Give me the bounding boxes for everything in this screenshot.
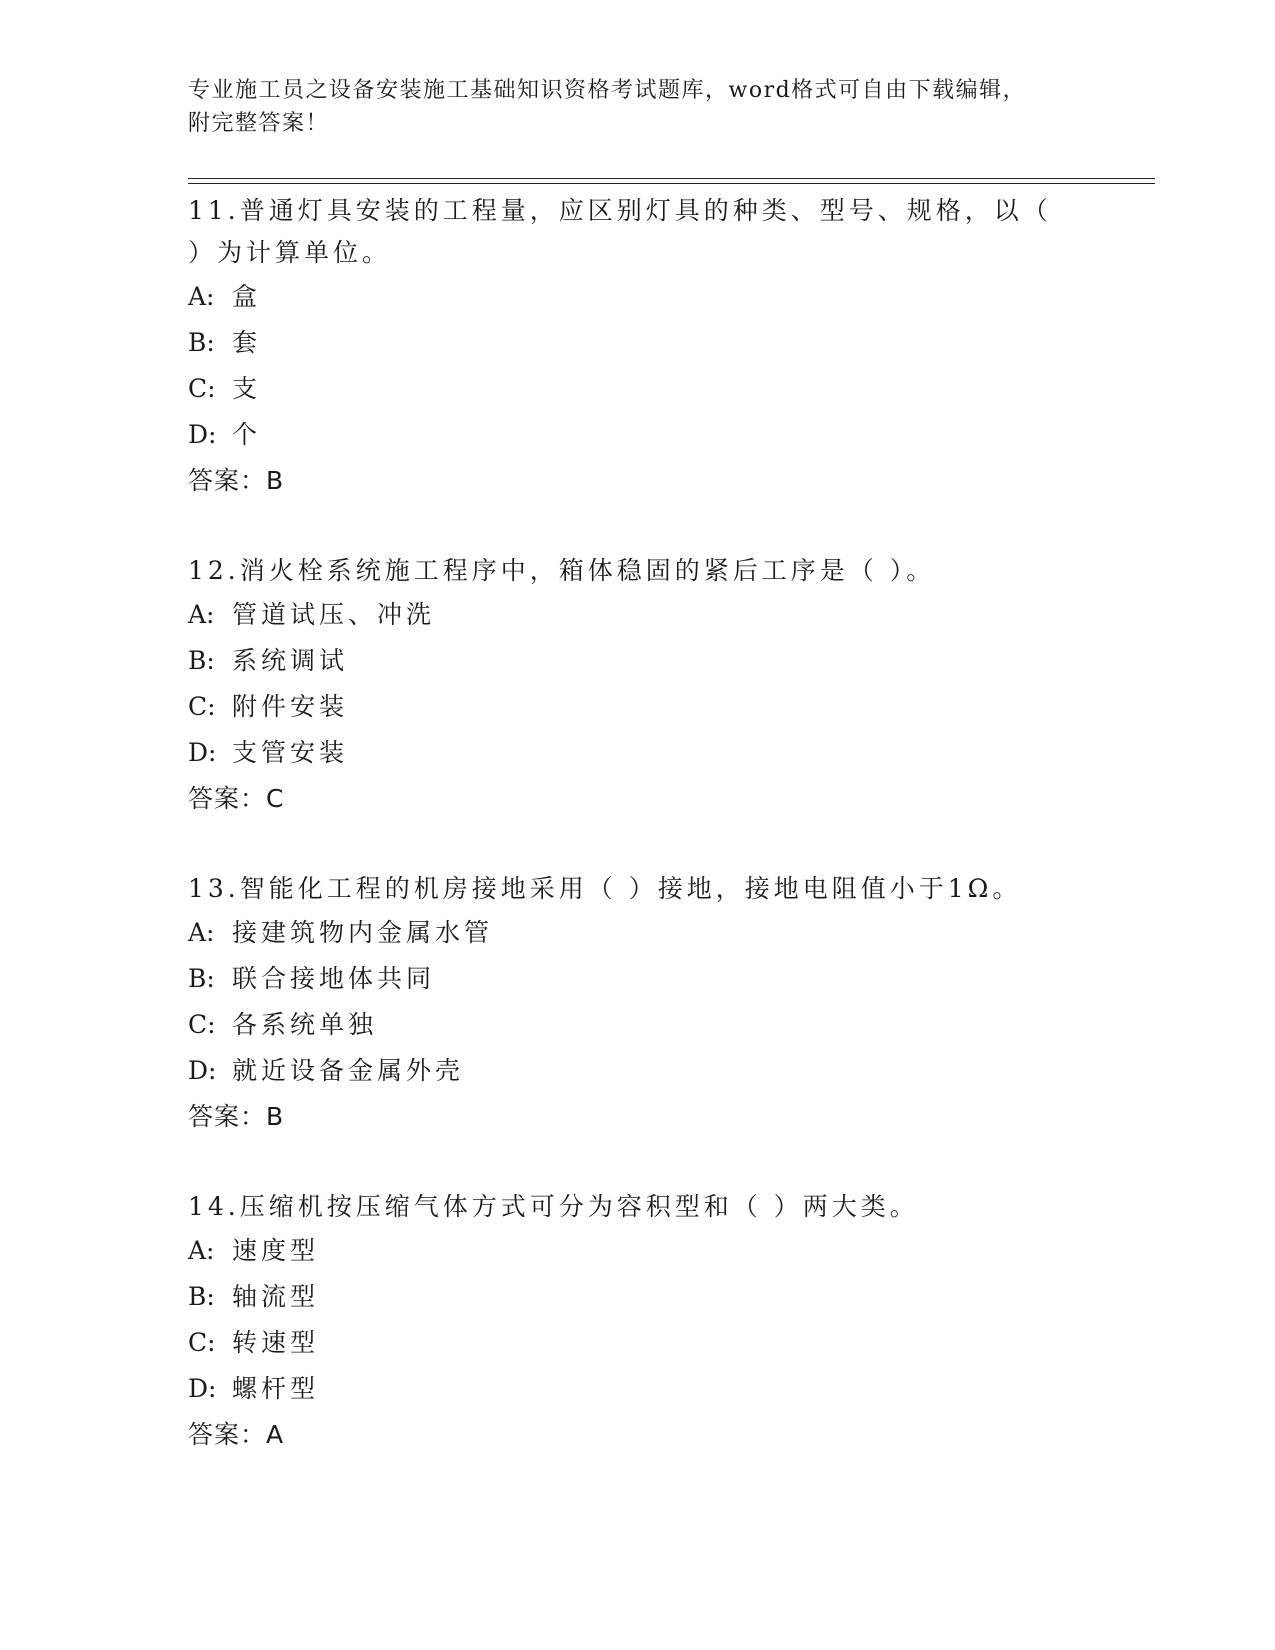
question-14: [188, 1186, 1088, 1458]
option-text: 联合接地体共同: [232, 964, 436, 993]
option-key: C:: [188, 1328, 216, 1357]
option-key: A:: [188, 918, 215, 947]
option-key: A:: [188, 282, 215, 311]
option-text: 就近设备金属外壳: [232, 1056, 465, 1085]
option-d: [188, 730, 1088, 776]
option-text: 系统调试: [232, 646, 349, 675]
question-11: [188, 190, 1088, 504]
question-stem: 11.普通灯具安装的工程量，应区别灯具的种类、型号、规格，以（: [188, 196, 1052, 225]
option-c: [188, 366, 1088, 412]
option-a: [188, 1228, 1088, 1274]
option-b: [188, 638, 1088, 684]
option-a: [188, 274, 1088, 320]
option-b: [188, 956, 1088, 1002]
document-header: [188, 74, 1088, 140]
question-stem-continued: ）为计算单位。: [188, 238, 392, 267]
question-stem: 12.消火栓系统施工程序中，箱体稳固的紧后工序是（ ）。: [188, 556, 936, 585]
option-d: [188, 412, 1088, 458]
option-a: [188, 592, 1088, 638]
question-12: [188, 550, 1088, 822]
header-line-1: 专业施工员之设备安装施工基础知识资格考试题库，word格式可自由下载编辑，: [188, 78, 1027, 103]
option-c: [188, 1002, 1088, 1048]
answer-label: 答案：: [188, 1420, 267, 1449]
question-stem: 13.智能化工程的机房接地采用（ ）接地，接地电阻值小于1Ω。: [188, 874, 1022, 903]
answer-label: 答案：: [188, 1102, 267, 1131]
answer-value: C: [266, 784, 285, 813]
option-text: 接建筑物内金属水管: [232, 918, 494, 947]
header-divider-bottom: [188, 183, 1155, 184]
option-key: A:: [188, 1236, 215, 1265]
question-stem: 14.压缩机按压缩气体方式可分为容积型和（ ）两大类。: [188, 1192, 919, 1221]
option-key: B:: [188, 1282, 215, 1311]
option-text: 支管安装: [232, 738, 349, 767]
answer-line: [188, 776, 1088, 822]
option-b: [188, 320, 1088, 366]
answer-line: [188, 1094, 1088, 1140]
option-text: 支: [232, 374, 262, 403]
answer-value: A: [266, 1420, 285, 1449]
option-key: D:: [188, 1056, 217, 1085]
option-text: 套: [232, 328, 262, 357]
option-text: 个: [232, 420, 262, 449]
option-text: 轴流型: [232, 1282, 320, 1311]
option-key: B:: [188, 964, 215, 993]
option-key: B:: [188, 646, 215, 675]
option-d: [188, 1366, 1088, 1412]
option-key: A:: [188, 600, 215, 629]
header-line-2: 附完整答案！: [188, 111, 330, 136]
question-13: [188, 868, 1088, 1140]
option-c: [188, 1320, 1088, 1366]
option-text: 螺杆型: [232, 1374, 320, 1403]
option-b: [188, 1274, 1088, 1320]
question-list: [188, 190, 1088, 1504]
option-d: [188, 1048, 1088, 1094]
option-c: [188, 684, 1088, 730]
option-text: 各系统单独: [232, 1010, 378, 1039]
option-text: 速度型: [232, 1236, 320, 1265]
option-key: C:: [188, 1010, 216, 1039]
option-key: D:: [188, 738, 217, 767]
option-key: C:: [188, 692, 216, 721]
option-key: B:: [188, 328, 215, 357]
option-text: 附件安装: [232, 692, 349, 721]
option-text: 转速型: [232, 1328, 320, 1357]
option-key: D:: [188, 1374, 217, 1403]
answer-value: B: [266, 1102, 285, 1131]
option-a: [188, 910, 1088, 956]
option-text: 盒: [232, 282, 262, 311]
answer-line: [188, 1412, 1088, 1458]
header-divider-top: [188, 178, 1155, 179]
option-key: C:: [188, 374, 216, 403]
option-key: D:: [188, 420, 217, 449]
answer-label: 答案：: [188, 784, 267, 813]
answer-label: 答案：: [188, 466, 267, 495]
answer-line: [188, 458, 1088, 504]
option-text: 管道试压、冲洗: [232, 600, 436, 629]
answer-value: B: [266, 466, 285, 495]
